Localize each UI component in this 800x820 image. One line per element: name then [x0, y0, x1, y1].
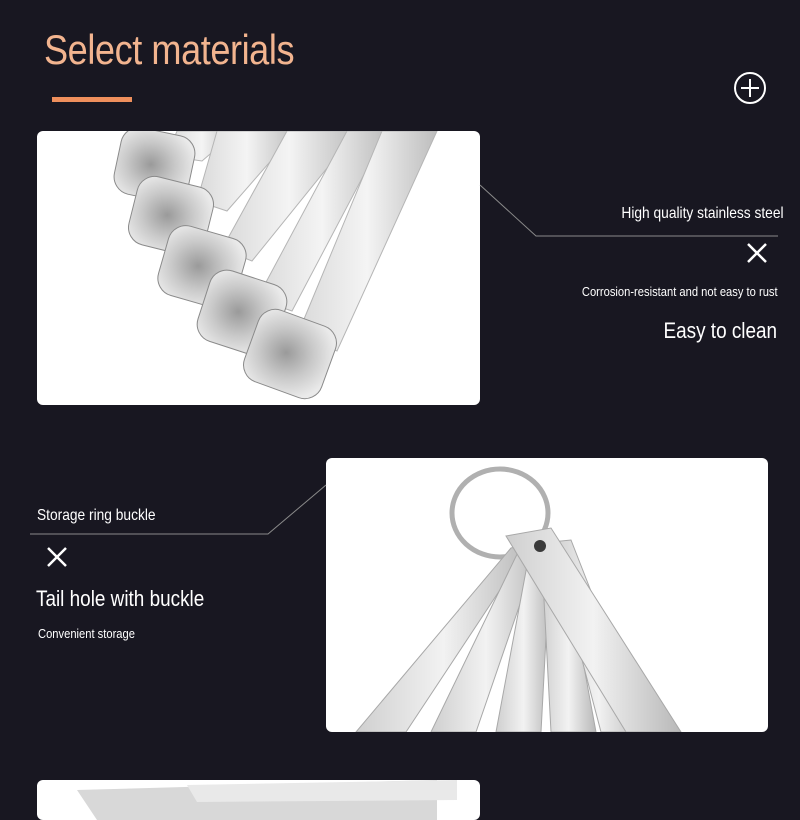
bottom-image — [37, 780, 480, 820]
feature-1-note: Corrosion-resistant and not easy to rust — [582, 284, 778, 299]
feature-2-subheading: Tail hole with buckle — [36, 586, 205, 611]
feature-1-extra: Easy to clean — [663, 318, 777, 343]
spoon-heads-image — [37, 131, 480, 405]
feature-1-heading: High quality stainless steel — [621, 205, 784, 222]
feature-2-heading: Storage ring buckle — [37, 507, 156, 524]
cross-icon — [46, 546, 68, 568]
ring-buckle-image — [326, 458, 768, 732]
plus-circle-icon[interactable] — [733, 71, 767, 105]
feature-2-note: Convenient storage — [38, 626, 135, 641]
page-title: Select materials — [44, 26, 295, 73]
cross-icon — [746, 242, 768, 264]
title-underline — [52, 97, 132, 102]
